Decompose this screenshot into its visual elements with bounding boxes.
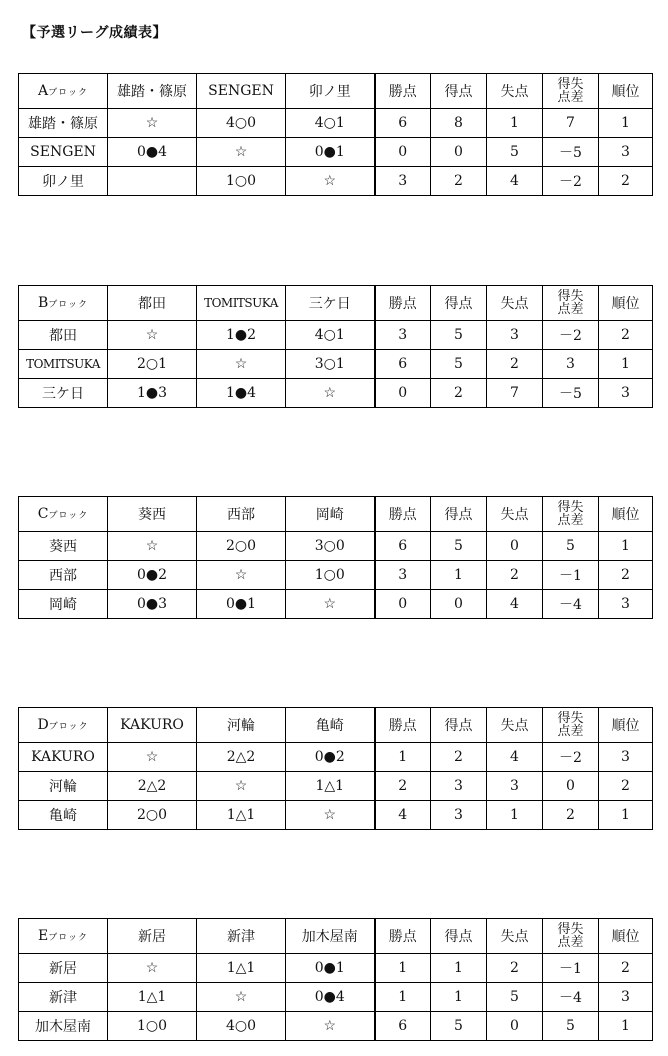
team-name: 岡崎 bbox=[19, 590, 108, 619]
goal-difference-header bbox=[543, 919, 599, 954]
goals-against-cell: 4 bbox=[487, 743, 543, 772]
goal-difference-cell: 3 bbox=[543, 350, 599, 379]
rank-header-text: 順位 bbox=[611, 84, 640, 100]
match-result: 1△1 bbox=[108, 983, 197, 1012]
points-cell: 1 bbox=[375, 983, 431, 1012]
rank-cell: 1 bbox=[599, 532, 653, 561]
goals-for-cell: 2 bbox=[431, 743, 487, 772]
block-suffix: ブロック bbox=[48, 722, 89, 732]
team-name: 河輪 bbox=[19, 772, 108, 801]
table-header-row bbox=[19, 286, 653, 321]
table-row bbox=[19, 743, 653, 772]
table-row bbox=[19, 532, 653, 561]
goals-against-header bbox=[487, 497, 543, 532]
goal-difference-cell: 0 bbox=[543, 772, 599, 801]
points-cell: 6 bbox=[375, 350, 431, 379]
opponent-header: 雄踏・篠原 bbox=[108, 74, 197, 109]
match-result: 3○1 bbox=[286, 350, 375, 379]
opponent-header: SENGEN bbox=[197, 74, 286, 109]
team-name: 加木屋南 bbox=[19, 1012, 108, 1041]
goal-difference-header-text: 得失 点差 bbox=[557, 710, 584, 739]
goals-for-header-text: 得点 bbox=[444, 929, 473, 945]
points-cell: 3 bbox=[375, 167, 431, 196]
match-result: 4○1 bbox=[286, 109, 375, 138]
goal-difference-header-text: 得失 点差 bbox=[557, 288, 584, 317]
match-result: 2○1 bbox=[108, 350, 197, 379]
goals-for-cell: 1 bbox=[431, 561, 487, 590]
goals-against-cell: 5 bbox=[487, 983, 543, 1012]
match-result: 0●2 bbox=[286, 743, 375, 772]
match-result: ☆ bbox=[286, 1012, 375, 1041]
match-result: 4○0 bbox=[197, 109, 286, 138]
goal-difference-cell: －2 bbox=[543, 321, 599, 350]
match-result bbox=[108, 167, 197, 196]
table-row bbox=[19, 167, 653, 196]
goals-against-cell: 2 bbox=[487, 350, 543, 379]
match-result: ☆ bbox=[286, 167, 375, 196]
points-cell: 0 bbox=[375, 138, 431, 167]
team-name: 新居 bbox=[19, 954, 108, 983]
goals-against-header-text: 失点 bbox=[500, 507, 529, 523]
block-suffix: ブロック bbox=[48, 88, 88, 98]
goal-difference-header-text: 得失 点差 bbox=[557, 499, 584, 528]
match-result: ☆ bbox=[197, 772, 286, 801]
match-result: 0●1 bbox=[286, 954, 375, 983]
table-row bbox=[19, 801, 653, 830]
goal-difference-header-text: 得失 点差 bbox=[557, 921, 584, 950]
league-table-e bbox=[18, 918, 653, 1041]
table-header-row bbox=[19, 74, 653, 109]
rank-header-text: 順位 bbox=[611, 929, 640, 945]
match-result: 1○0 bbox=[108, 1012, 197, 1041]
goals-against-header-text: 失点 bbox=[500, 718, 529, 734]
goal-difference-header bbox=[543, 74, 599, 109]
match-result: ☆ bbox=[197, 561, 286, 590]
block-label bbox=[19, 497, 108, 532]
rank-cell: 3 bbox=[599, 983, 653, 1012]
opponent-header: 岡崎 bbox=[286, 497, 375, 532]
match-result: 0●3 bbox=[108, 590, 197, 619]
block-letter: C bbox=[37, 506, 49, 522]
goals-against-cell: 0 bbox=[487, 532, 543, 561]
goals-for-header bbox=[431, 74, 487, 109]
goals-for-header-text: 得点 bbox=[444, 718, 473, 734]
team-name: 雄踏・篠原 bbox=[19, 109, 108, 138]
goals-for-header-text: 得点 bbox=[444, 84, 473, 100]
rank-cell: 1 bbox=[599, 801, 653, 830]
goals-for-cell: 1 bbox=[431, 954, 487, 983]
goals-for-cell: 5 bbox=[431, 1012, 487, 1041]
match-result: 0●1 bbox=[197, 590, 286, 619]
team-name: 新津 bbox=[19, 983, 108, 1012]
goal-difference-header bbox=[543, 286, 599, 321]
team-name: SENGEN bbox=[19, 138, 108, 167]
rank-header bbox=[599, 497, 653, 532]
points-header-text: 勝点 bbox=[388, 929, 417, 945]
opponent-header: 新津 bbox=[197, 919, 286, 954]
goals-against-cell: 1 bbox=[487, 109, 543, 138]
rank-header-text: 順位 bbox=[611, 507, 640, 523]
block-letter: E bbox=[37, 928, 49, 944]
points-cell: 3 bbox=[375, 561, 431, 590]
goals-against-header bbox=[487, 286, 543, 321]
match-result: ☆ bbox=[197, 138, 286, 167]
points-cell: 2 bbox=[375, 772, 431, 801]
match-result: ☆ bbox=[197, 350, 286, 379]
goals-for-cell: 0 bbox=[431, 138, 487, 167]
match-result: 1△1 bbox=[286, 772, 375, 801]
goals-against-cell: 2 bbox=[487, 561, 543, 590]
goals-for-cell: 0 bbox=[431, 590, 487, 619]
table-row bbox=[19, 379, 653, 408]
rank-cell: 3 bbox=[599, 379, 653, 408]
points-cell: 3 bbox=[375, 321, 431, 350]
points-header bbox=[375, 919, 431, 954]
rank-header bbox=[599, 708, 653, 743]
match-result: 2△2 bbox=[197, 743, 286, 772]
rank-cell: 3 bbox=[599, 743, 653, 772]
block-letter: A bbox=[38, 83, 49, 99]
match-result: ☆ bbox=[286, 590, 375, 619]
goals-against-header-text: 失点 bbox=[500, 84, 529, 100]
block-label bbox=[19, 919, 108, 954]
goal-difference-cell: －4 bbox=[543, 590, 599, 619]
match-result: ☆ bbox=[108, 954, 197, 983]
page-title: 【予選リーグ成績表】 bbox=[22, 25, 167, 41]
points-cell: 6 bbox=[375, 532, 431, 561]
goals-for-header bbox=[431, 919, 487, 954]
goals-against-cell: 2 bbox=[487, 954, 543, 983]
league-table-b bbox=[18, 285, 653, 408]
goals-for-cell: 3 bbox=[431, 772, 487, 801]
goal-difference-cell: －5 bbox=[543, 379, 599, 408]
goal-difference-cell: －2 bbox=[543, 167, 599, 196]
goal-difference-cell: －5 bbox=[543, 138, 599, 167]
rank-header bbox=[599, 286, 653, 321]
points-header-text: 勝点 bbox=[388, 84, 417, 100]
rank-cell: 3 bbox=[599, 590, 653, 619]
goals-for-cell: 5 bbox=[431, 350, 487, 379]
goals-for-cell: 2 bbox=[431, 379, 487, 408]
rank-header bbox=[599, 74, 653, 109]
points-header bbox=[375, 497, 431, 532]
rank-cell: 2 bbox=[599, 954, 653, 983]
rank-cell: 2 bbox=[599, 167, 653, 196]
table-header-row bbox=[19, 708, 653, 743]
points-cell: 0 bbox=[375, 590, 431, 619]
goals-for-cell: 5 bbox=[431, 321, 487, 350]
match-result: 0●4 bbox=[108, 138, 197, 167]
match-result: 3○0 bbox=[286, 532, 375, 561]
goals-against-header bbox=[487, 919, 543, 954]
opponent-header: TOMITSUKA bbox=[197, 286, 286, 321]
match-result: 2○0 bbox=[108, 801, 197, 830]
match-result: 1△1 bbox=[197, 954, 286, 983]
goals-against-cell: 1 bbox=[487, 801, 543, 830]
opponent-header: 亀崎 bbox=[286, 708, 375, 743]
match-result: 4○0 bbox=[197, 1012, 286, 1041]
table-row bbox=[19, 109, 653, 138]
match-result: 1●2 bbox=[197, 321, 286, 350]
table-row bbox=[19, 321, 653, 350]
match-result: 1△1 bbox=[197, 801, 286, 830]
team-name: 葵西 bbox=[19, 532, 108, 561]
opponent-header: 西部 bbox=[197, 497, 286, 532]
goals-for-header-text: 得点 bbox=[444, 507, 473, 523]
table-row bbox=[19, 138, 653, 167]
points-header bbox=[375, 286, 431, 321]
block-label bbox=[19, 708, 108, 743]
rank-cell: 1 bbox=[599, 1012, 653, 1041]
match-result: 0●4 bbox=[286, 983, 375, 1012]
points-cell: 1 bbox=[375, 743, 431, 772]
opponent-header: 葵西 bbox=[108, 497, 197, 532]
table-row bbox=[19, 350, 653, 379]
match-result: 1●4 bbox=[197, 379, 286, 408]
opponent-header: 卯ノ里 bbox=[286, 74, 375, 109]
points-cell: 6 bbox=[375, 109, 431, 138]
team-name: TOMITSUKA bbox=[19, 350, 108, 379]
goals-for-cell: 8 bbox=[431, 109, 487, 138]
match-result: ☆ bbox=[197, 983, 286, 1012]
match-result: 1●3 bbox=[108, 379, 197, 408]
match-result: 0●2 bbox=[108, 561, 197, 590]
goals-for-header bbox=[431, 286, 487, 321]
team-name: 三ケ日 bbox=[19, 379, 108, 408]
match-result: ☆ bbox=[108, 321, 197, 350]
goals-for-header bbox=[431, 708, 487, 743]
table-row bbox=[19, 561, 653, 590]
match-result: ☆ bbox=[286, 379, 375, 408]
team-name: 卯ノ里 bbox=[19, 167, 108, 196]
goal-difference-cell: 2 bbox=[543, 801, 599, 830]
table-header-row bbox=[19, 919, 653, 954]
league-table-d bbox=[18, 707, 653, 830]
points-header-text: 勝点 bbox=[388, 507, 417, 523]
opponent-header: 三ケ日 bbox=[286, 286, 375, 321]
table-row bbox=[19, 590, 653, 619]
points-cell: 0 bbox=[375, 379, 431, 408]
block-suffix: ブロック bbox=[48, 933, 89, 943]
opponent-header: 加木屋南 bbox=[286, 919, 375, 954]
goals-against-cell: 4 bbox=[487, 167, 543, 196]
match-result: 1○0 bbox=[286, 561, 375, 590]
goals-against-header bbox=[487, 708, 543, 743]
goals-for-cell: 2 bbox=[431, 167, 487, 196]
league-table-c bbox=[18, 496, 653, 619]
table-row bbox=[19, 983, 653, 1012]
goals-for-cell: 1 bbox=[431, 983, 487, 1012]
table-row bbox=[19, 772, 653, 801]
opponent-header: 新居 bbox=[108, 919, 197, 954]
goals-against-cell: 7 bbox=[487, 379, 543, 408]
points-cell: 6 bbox=[375, 1012, 431, 1041]
points-cell: 4 bbox=[375, 801, 431, 830]
match-result: ☆ bbox=[108, 532, 197, 561]
rank-header bbox=[599, 919, 653, 954]
team-name: 西部 bbox=[19, 561, 108, 590]
goals-against-cell: 3 bbox=[487, 772, 543, 801]
goal-difference-cell: －4 bbox=[543, 983, 599, 1012]
block-letter: B bbox=[37, 295, 49, 311]
goal-difference-cell: －2 bbox=[543, 743, 599, 772]
rank-header-text: 順位 bbox=[611, 296, 640, 312]
table-row bbox=[19, 1012, 653, 1041]
match-result: 1○0 bbox=[197, 167, 286, 196]
block-suffix: ブロック bbox=[48, 511, 89, 521]
team-name: 都田 bbox=[19, 321, 108, 350]
match-result: ☆ bbox=[286, 801, 375, 830]
block-suffix: ブロック bbox=[48, 300, 89, 310]
table-header-row bbox=[19, 497, 653, 532]
goals-against-cell: 5 bbox=[487, 138, 543, 167]
team-name: 亀崎 bbox=[19, 801, 108, 830]
goals-against-cell: 4 bbox=[487, 590, 543, 619]
points-header bbox=[375, 74, 431, 109]
match-result: 2○0 bbox=[197, 532, 286, 561]
goal-difference-header-text: 得失 点差 bbox=[557, 76, 584, 105]
block-label bbox=[19, 286, 108, 321]
goal-difference-cell: －1 bbox=[543, 561, 599, 590]
rank-cell: 2 bbox=[599, 772, 653, 801]
opponent-header: 都田 bbox=[108, 286, 197, 321]
points-header bbox=[375, 708, 431, 743]
goal-difference-cell: －1 bbox=[543, 954, 599, 983]
match-result: 2△2 bbox=[108, 772, 197, 801]
block-label bbox=[19, 74, 108, 109]
rank-header-text: 順位 bbox=[611, 718, 640, 734]
goals-for-header bbox=[431, 497, 487, 532]
rank-cell: 3 bbox=[599, 138, 653, 167]
goal-difference-cell: 7 bbox=[543, 109, 599, 138]
rank-cell: 2 bbox=[599, 561, 653, 590]
team-name: KAKURO bbox=[19, 743, 108, 772]
goals-for-cell: 5 bbox=[431, 532, 487, 561]
match-result: ☆ bbox=[108, 109, 197, 138]
goals-against-cell: 3 bbox=[487, 321, 543, 350]
points-cell: 1 bbox=[375, 954, 431, 983]
rank-cell: 2 bbox=[599, 321, 653, 350]
match-result: 0●1 bbox=[286, 138, 375, 167]
league-table-a bbox=[18, 73, 653, 196]
goals-for-header-text: 得点 bbox=[444, 296, 473, 312]
goal-difference-header bbox=[543, 497, 599, 532]
points-header-text: 勝点 bbox=[388, 296, 417, 312]
match-result: ☆ bbox=[108, 743, 197, 772]
goal-difference-header bbox=[543, 708, 599, 743]
goals-against-cell: 0 bbox=[487, 1012, 543, 1041]
opponent-header: 河輪 bbox=[197, 708, 286, 743]
goals-for-cell: 3 bbox=[431, 801, 487, 830]
table-row bbox=[19, 954, 653, 983]
goals-against-header bbox=[487, 74, 543, 109]
goals-against-header-text: 失点 bbox=[500, 296, 529, 312]
opponent-header: KAKURO bbox=[108, 708, 197, 743]
goal-difference-cell: 5 bbox=[543, 532, 599, 561]
goals-against-header-text: 失点 bbox=[500, 929, 529, 945]
points-header-text: 勝点 bbox=[388, 718, 417, 734]
rank-cell: 1 bbox=[599, 109, 653, 138]
block-letter: D bbox=[37, 717, 49, 733]
goal-difference-cell: 5 bbox=[543, 1012, 599, 1041]
rank-cell: 1 bbox=[599, 350, 653, 379]
match-result: 4○1 bbox=[286, 321, 375, 350]
